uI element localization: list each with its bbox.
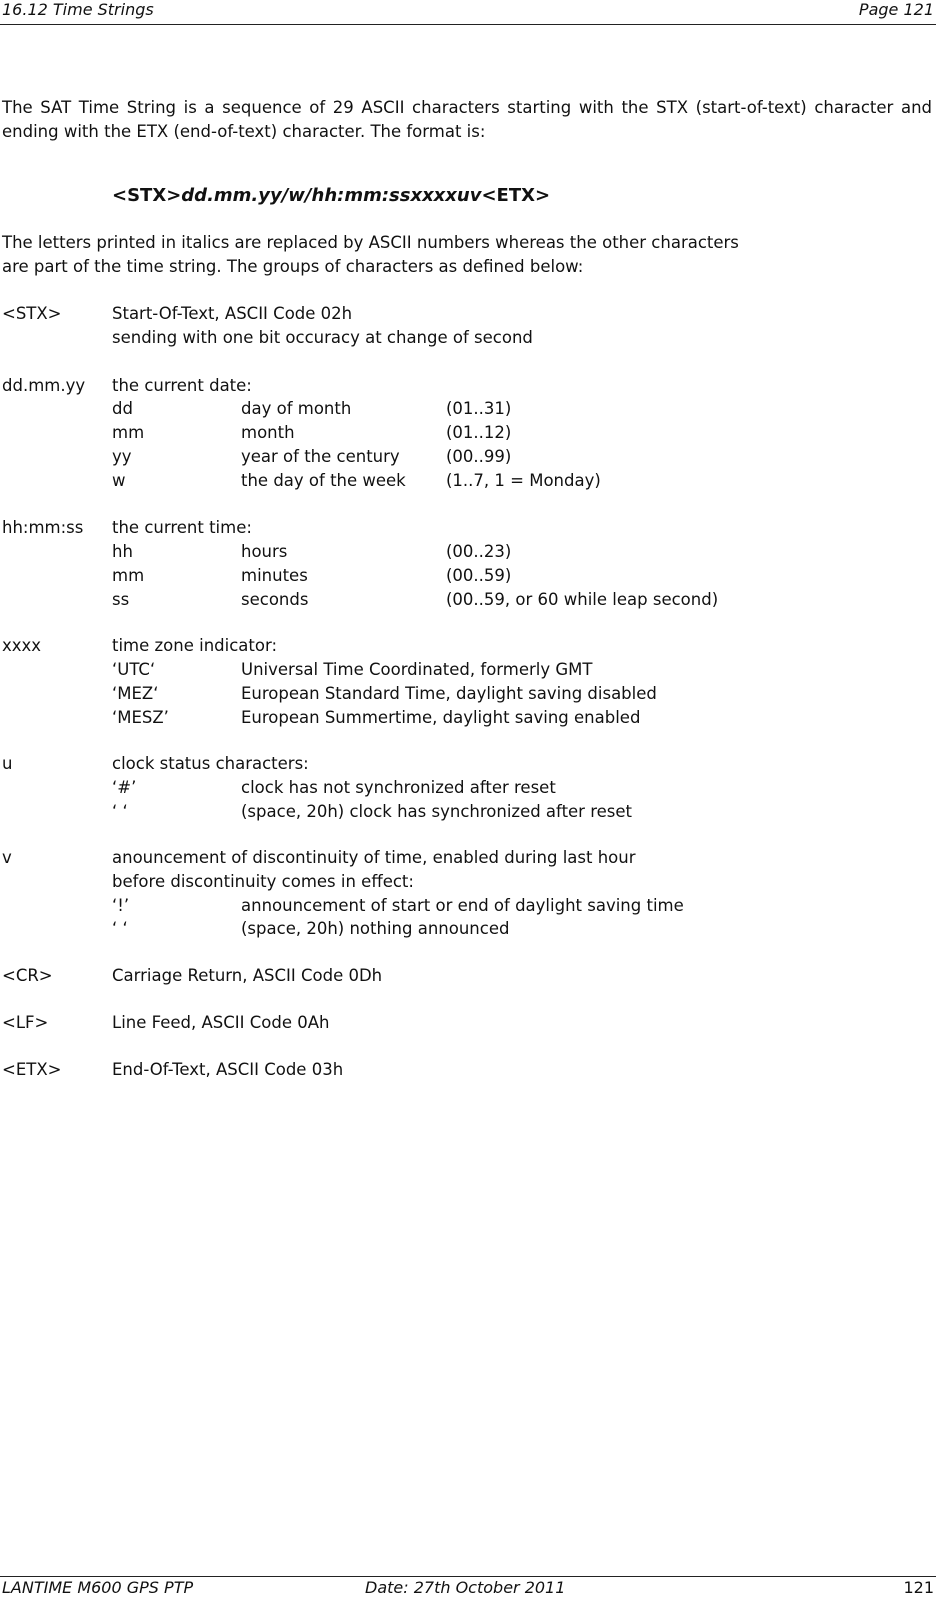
time-code-mm: mm: [112, 566, 145, 585]
date-code-yy: yy: [112, 447, 132, 466]
date-desc: the current date:: [112, 376, 252, 395]
time-desc: the current time:: [112, 518, 252, 537]
intro-paragraph: The SAT Time String is a sequence of 29 ASCII characters starting with the STX (start-of-text) character and ending with the ETX (end-of-text) character. The format is:: [2, 98, 932, 141]
date-meaning-dd: day of month: [241, 399, 352, 418]
date-code-mm: mm: [112, 423, 145, 442]
format-body: dd.mm.yy/w/hh:mm:ssxxxxuv: [181, 185, 482, 206]
timezone-desc: time zone indicator:: [112, 636, 278, 655]
date-range-yy: (00..99): [446, 447, 512, 466]
description-line-2: are part of the time string. The groups of characters as defined below:: [2, 257, 584, 276]
date-code-w: w: [112, 471, 126, 490]
section-title: 16.12 Time Strings: [2, 0, 154, 19]
lf-desc: Line Feed, ASCII Code 0Ah: [112, 1013, 330, 1032]
announce-code-bang: ‘!’: [112, 896, 130, 915]
time-range-mm: (00..59): [446, 566, 512, 585]
status-meaning-space: (space, 20h) clock has synchronized after reset: [241, 802, 633, 821]
time-string-format: [112, 184, 550, 208]
description-line-1: The letters printed in italics are replaced by ASCII numbers whereas the other characters: [2, 233, 739, 252]
time-meaning-hh: hours: [241, 542, 288, 561]
stx-desc-1: Start-Of-Text, ASCII Code 02h: [112, 304, 353, 323]
time-range-ss: (00..59, or 60 while leap second): [446, 590, 719, 609]
time-code-hh: hh: [112, 542, 133, 561]
term-time: hh:mm:ss: [2, 518, 84, 537]
format-etx: <ETX>: [481, 185, 551, 206]
status-meaning-hash: clock has not synchronized after reset: [241, 778, 556, 797]
date-range-mm: (01..12): [446, 423, 512, 442]
announce-desc-1: anouncement of discontinuity of time, enabled during last hour: [112, 848, 636, 867]
announce-code-space: ‘ ‘: [112, 919, 128, 938]
announce-meaning-space: (space, 20h) nothing announced: [241, 919, 510, 938]
cr-desc: Carriage Return, ASCII Code 0Dh: [112, 966, 383, 985]
tz-code-mez: ‘MEZ‘: [112, 684, 159, 703]
term-timezone: xxxx: [2, 636, 42, 655]
date-meaning-mm: month: [241, 423, 295, 442]
footer-title: LANTIME M600 GPS PTP: [2, 1578, 194, 1597]
time-code-ss: ss: [112, 590, 130, 609]
page-header: [0, 0, 936, 25]
term-announce: v: [2, 848, 12, 867]
date-range-dd: (01..31): [446, 399, 512, 418]
date-code-dd: dd: [112, 399, 133, 418]
tz-meaning-utc: Universal Time Coordinated, formerly GMT: [241, 660, 593, 679]
tz-meaning-mez: European Standard Time, daylight saving disabled: [241, 684, 657, 703]
page-footer: [0, 1576, 936, 1598]
date-range-w: (1..7, 1 = Monday): [446, 471, 601, 490]
tz-code-utc: ‘UTC‘: [112, 660, 156, 679]
stx-desc-2: sending with one bit occuracy at change of second: [112, 328, 533, 347]
term-lf: <LF>: [2, 1013, 49, 1032]
term-etx: <ETX>: [2, 1060, 62, 1079]
status-code-space: ‘ ‘: [112, 802, 128, 821]
term-date: dd.mm.yy: [2, 376, 86, 395]
time-range-hh: (00..23): [446, 542, 512, 561]
announce-desc-2: before discontinuity comes in effect:: [112, 872, 414, 891]
time-meaning-ss: seconds: [241, 590, 309, 609]
term-status: u: [2, 754, 13, 773]
etx-desc: End-Of-Text, ASCII Code 03h: [112, 1060, 344, 1079]
footer-page-number: 121: [903, 1578, 934, 1597]
tz-code-mesz: ‘MESZ’: [112, 708, 169, 727]
format-stx: <STX>: [112, 185, 182, 206]
footer-date: Date: 27th October 2011: [365, 1578, 566, 1597]
term-cr: <CR>: [2, 966, 53, 985]
status-code-hash: ‘#’: [112, 778, 137, 797]
status-desc: clock status characters:: [112, 754, 309, 773]
term-stx: <STX>: [2, 304, 62, 323]
tz-meaning-mesz: European Summertime, daylight saving enabled: [241, 708, 641, 727]
date-meaning-yy: year of the century: [241, 447, 400, 466]
time-meaning-mm: minutes: [241, 566, 308, 585]
header-page-number: Page 121: [858, 0, 934, 19]
announce-meaning-bang: announcement of start or end of daylight saving time: [241, 896, 684, 915]
date-meaning-w: the day of the week: [241, 471, 406, 490]
